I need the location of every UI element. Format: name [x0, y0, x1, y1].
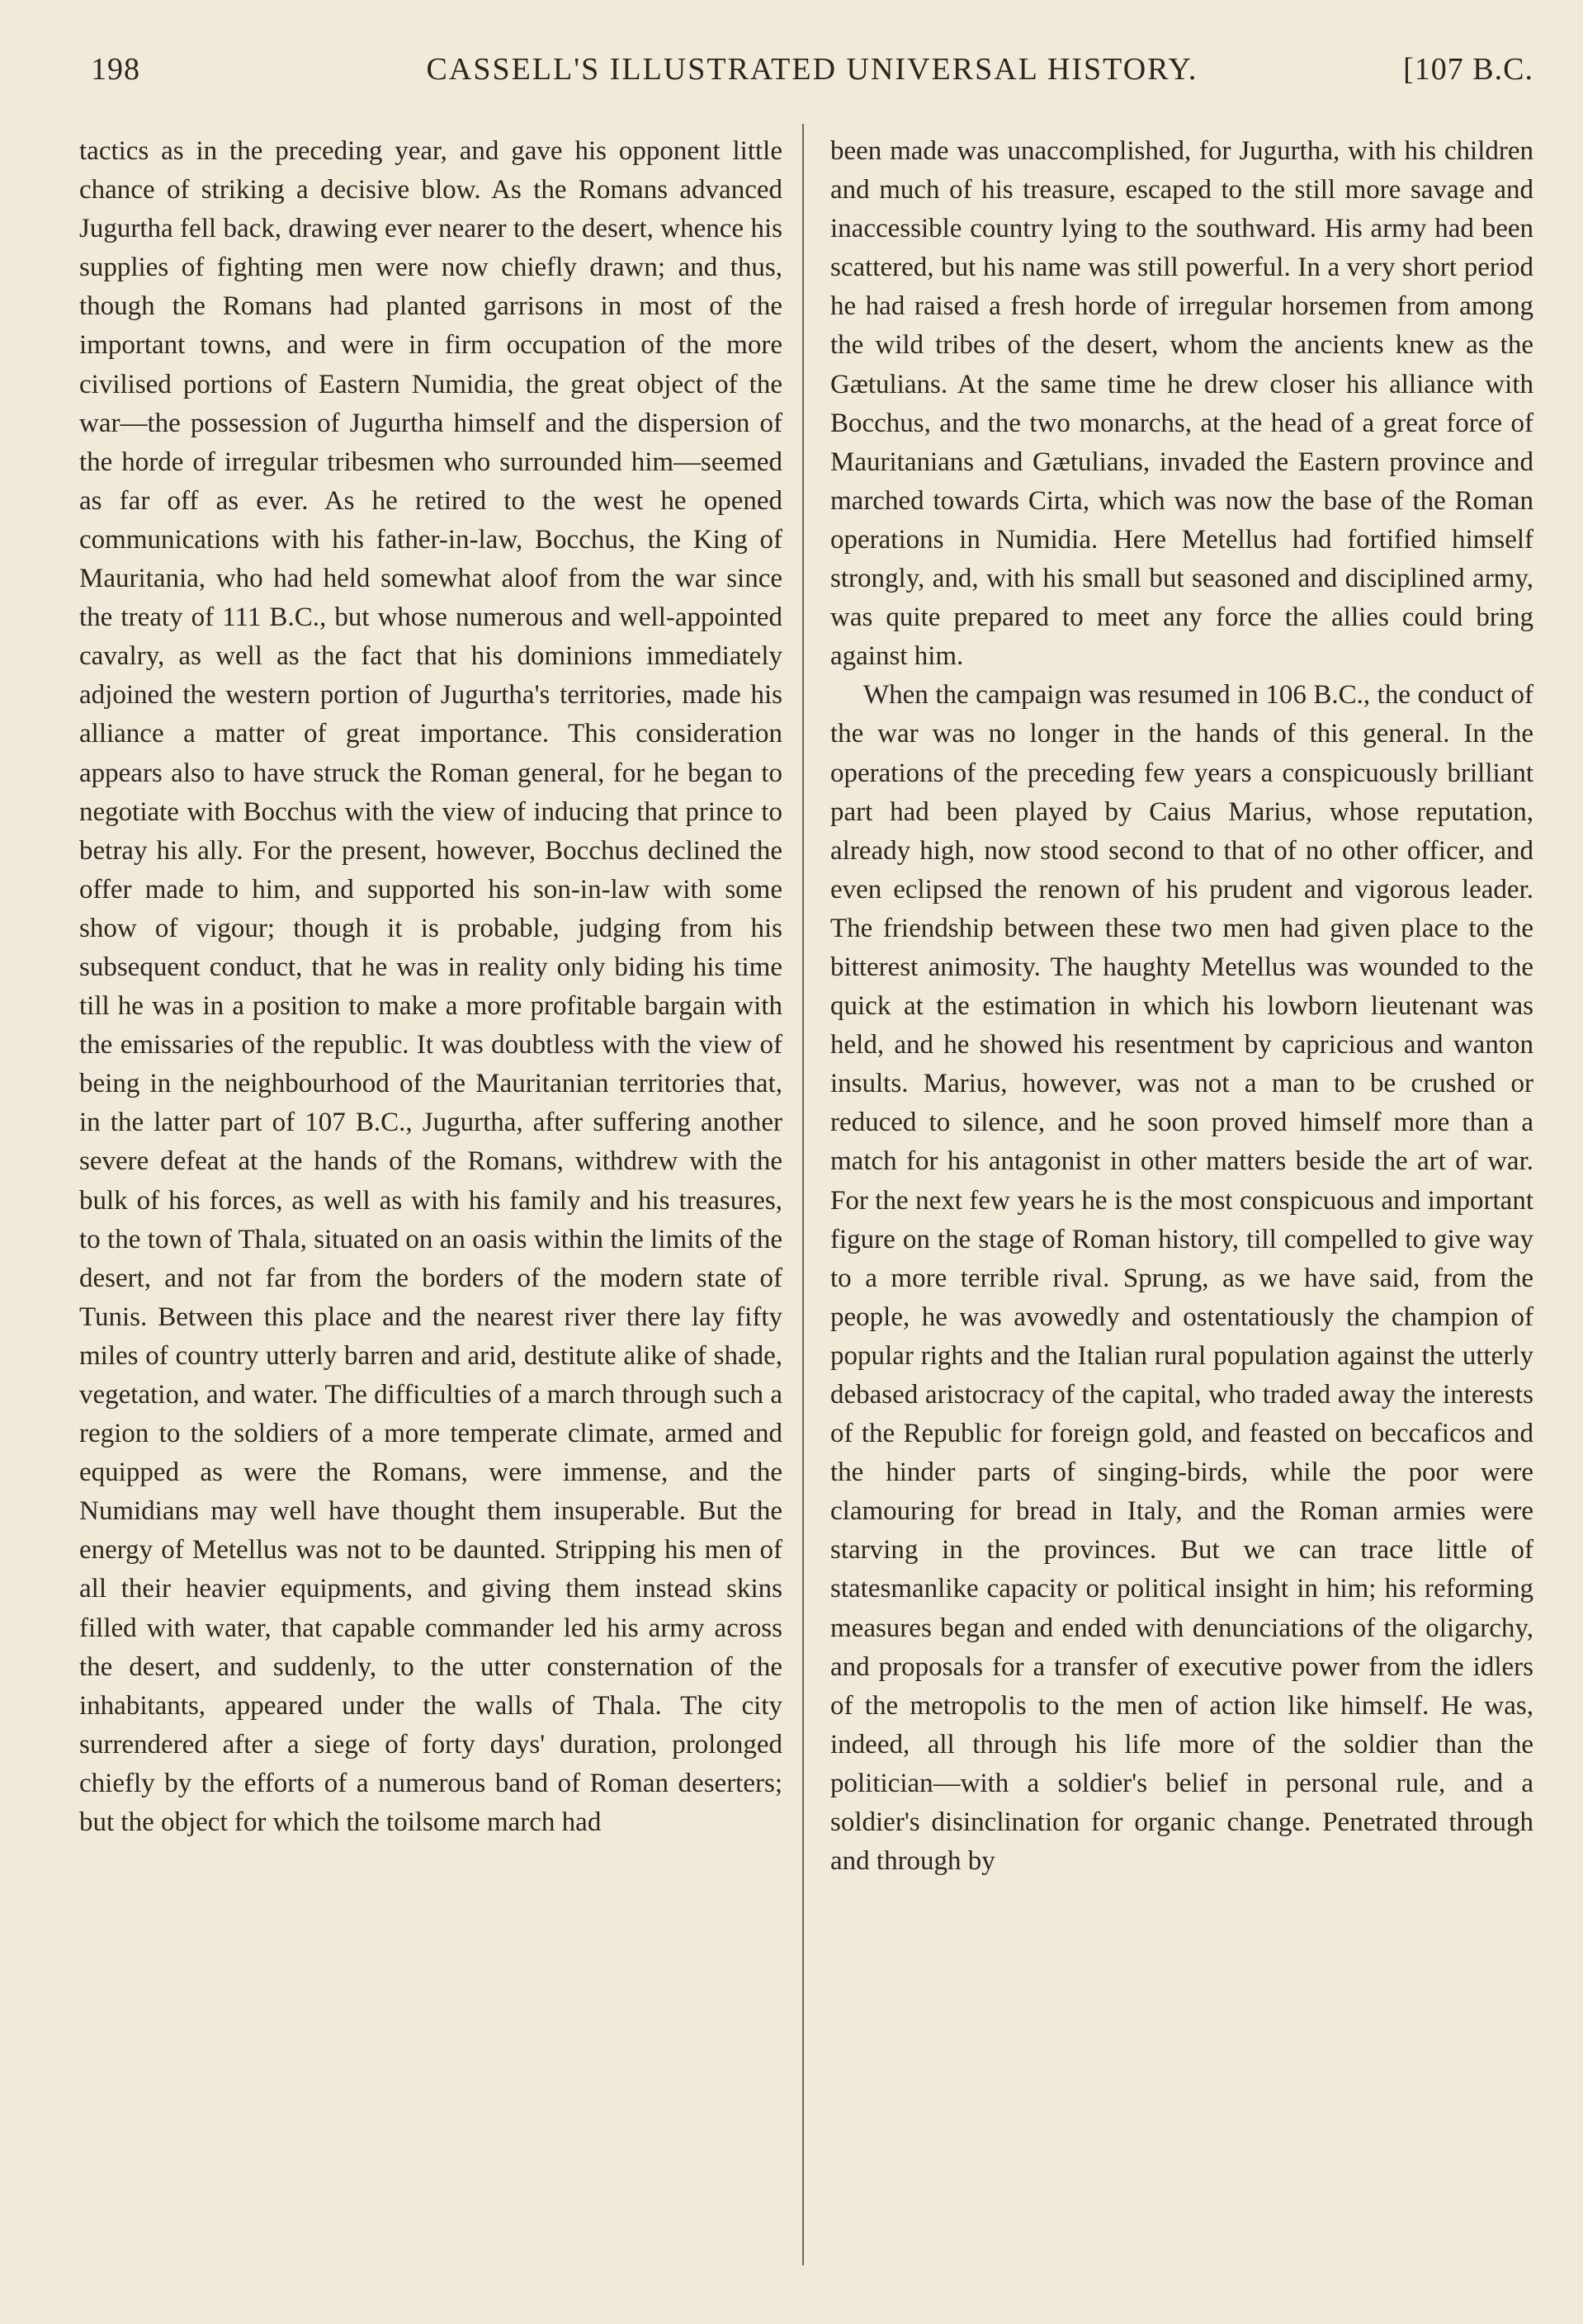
- page-header: [91, 51, 1533, 101]
- paragraph: been made was unaccomplished, for Jugurtha, with his children and much of his treasure, escaped to the still more savage and inaccessible country lying to the southward. His army had been scattered, but his name was still powerful. In a very short period he had raised a fresh horde of irregular horsemen from among the wild tribes of the desert, whom the ancients knew as the Gætulians. At the same time he drew closer his alliance with Bocchus, and the two monarchs, at the head of a great force of Mauritanians and Gætulians, invaded the Eastern province and marched towards Cirta, which was now the base of the Roman operations in Numidia. Here Metellus had fortified himself strongly, and, with his small but seasoned and disciplined army, was quite prepared to meet any force the allies could bring against him.: [830, 136, 1533, 672]
- left-column: [79, 132, 782, 1842]
- running-title: CASSELL'S ILLUSTRATED UNIVERSAL HISTORY.: [426, 52, 1198, 87]
- paragraph: When the campaign was resumed in 106 B.C., the conduct of the war was no longer in the hands of this general. In the operations of the preceding few years a conspicuously brilliant part had been played by Caius Marius, whose reputation, already high, now stood second to that of no other officer, and even eclipsed the renown of his prudent and vigorous leader. The friendship between these two men had given place to the bitterest animosity. The haughty Metellus was wounded to the quick at the estimation in which his lowborn lieutenant was held, and he showed his resentment by capricious and wanton insults. Marius, however, was not a man to be crushed or reduced to silence, and he soon proved himself more than a match for his antagonist in other matters beside the art of war. For the next few years he is the most conspicuous and important figure on the stage of Roman history, till compelled to give way to a more terrible rival. Sprung, as we have said, from the people, he was avowedly and ostentatiously the champion of popular rights and the Italian rural population against the utterly debased aristocracy of the capital, who traded away the interests of the Republic for foreign gold, and feasted on beccaficos and the hinder parts of singing-birds, while the poor were clamouring for bread in Italy, and the Roman armies were starving in the provinces. But we can trace little of statesmanlike capacity or political insight in him; his reforming measures began and ended with denunciations of the oligarchy, and proposals for a transfer of executive power from the idlers of the metropolis to the men of action like himself. He was, indeed, all through his life more of the soldier than the politician—with a soldier's belief in personal rule, and a soldier's disinclination for organic change. Penetrated through and through by: [830, 680, 1533, 1877]
- page-number: 198: [91, 52, 140, 87]
- header-date: [107 B.C.: [1403, 52, 1533, 87]
- right-column: [830, 132, 1533, 1881]
- column-divider: [802, 124, 804, 2265]
- paragraph: tactics as in the preceding year, and gave his opponent little chance of striking a decisive blow. As the Romans advanced Jugurtha fell back, drawing ever nearer to the desert, whence his supplies of fighting men were now chiefly drawn; and thus, though the Romans had planted garrisons in most of the important towns, and were in firm occupation of the more civilised portions of Eastern Numidia, the great object of the war—the possession of Jugurtha himself and the dispersion of the horde of irregular tribesmen who surrounded him—seemed as far off as ever. As he retired to the west he opened communications with his father-in-law, Bocchus, the King of Mauritania, who had held somewhat aloof from the war since the treaty of 111 B.C., but whose numerous and well-appointed cavalry, as well as the fact that his dominions immediately adjoined the western portion of Jugurtha's territories, made his alliance a matter of great importance. This consideration appears also to have struck the Roman general, for he began to negotiate with Bocchus with the view of inducing that prince to betray his ally. For the present, however, Bocchus declined the offer made to him, and supported his son-in-law with some show of vigour; though it is probable, judging from his subsequent conduct, that he was in reality only biding his time till he was in a position to make a more profitable bargain with the emissaries of the republic. It was doubtless with the view of being in the neighbourhood of the Mauritanian territories that, in the latter part of 107 B.C., Jugurtha, after suffering another severe defeat at the hands of the Romans, withdrew with the bulk of his forces, as well as with his family and his treasures, to the town of Thala, situated on an oasis within the limits of the desert, and not far from the borders of the modern state of Tunis. Between this place and the nearest river there lay fifty miles of country utterly barren and arid, destitute alike of shade, vegetation, and water. The difficulties of a march through such a region to the soldiers of a more temperate climate, armed and equipped as were the Romans, were immense, and the Numidians may well have thought them insuperable. But the energy of Metellus was not to be daunted. Stripping his men of all their heavier equipments, and giving them instead skins filled with water, that capable commander led his army across the desert, and suddenly, to the utter consternation of the inhabitants, appeared under the walls of Thala. The city surrendered after a siege of forty days' duration, prolonged chiefly by the efforts of a numerous band of Roman deserters; but the object for which the toilsome march had: [79, 136, 782, 1838]
